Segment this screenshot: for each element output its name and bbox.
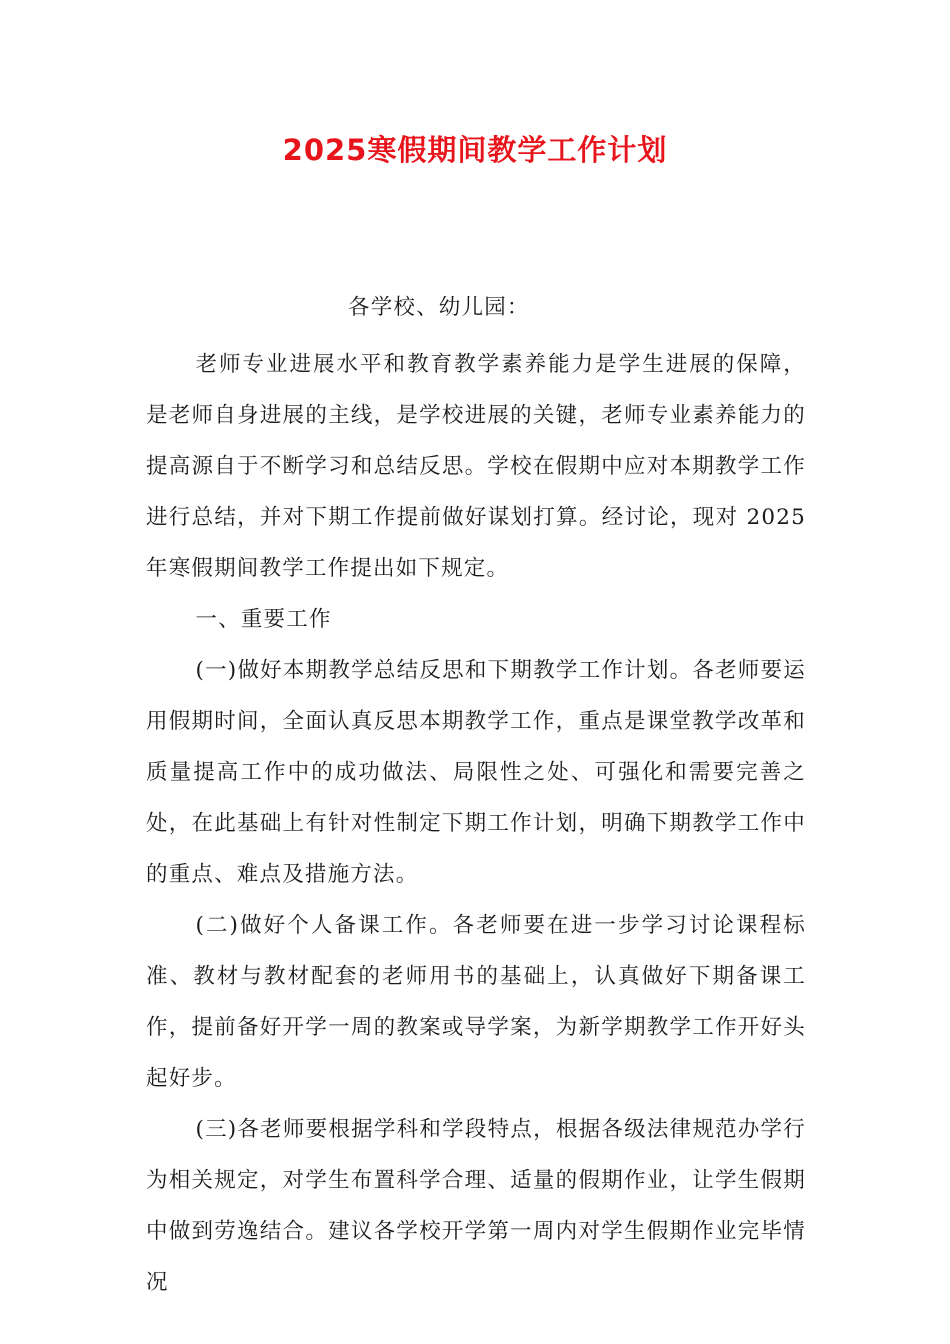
paragraph-item-3: (三)各老师要根据学科和学段特点，根据各级法律规范办学行为相关规定，对学生布置科学合理、适量的假期作业，让学生假期中做到劳逸结合。建议各学校开学第一周内对学生假期作业完毕情况 — [146, 1117, 806, 1295]
salutation: 各学校、幼儿园： — [348, 295, 530, 320]
document-body — [146, 282, 806, 1308]
paragraph-item-1: (一)做好本期教学总结反思和下期教学工作计划。各老师要运用假期时间，全面认真反思本期教学工作，重点是课堂教学改革和质量提高工作中的成功做法、局限性之处、可强化和需要完善之处，在此基础上有针对性制定下期工作计划，明确下期教学工作中的重点、难点及措施方法。 — [146, 658, 806, 887]
paragraph-intro: 老师专业进展水平和教育教学素养能力是学生进展的保障，是老师自身进展的主线，是学校进展的关键，老师专业素养能力的提高源自于不断学习和总结反思。学校在假期中应对本期教学工作进行总结，并对下期工作提前做好谋划打算。经讨论，现对 2025 年寒假期间教学工作提出如下规定。 — [146, 352, 806, 581]
paragraph-item-2: (二)做好个人备课工作。各老师要在进一步学习讨论课程标准、教材与教材配套的老师用书的基础上，认真做好下期备课工作，提前备好开学一周的教案或导学案，为新学期教学工作开好头起好步。 — [146, 913, 806, 1091]
section-heading-main-work: 一、重要工作 — [195, 607, 332, 632]
document-title: 2025寒假期间教学工作计划 — [282, 133, 668, 167]
